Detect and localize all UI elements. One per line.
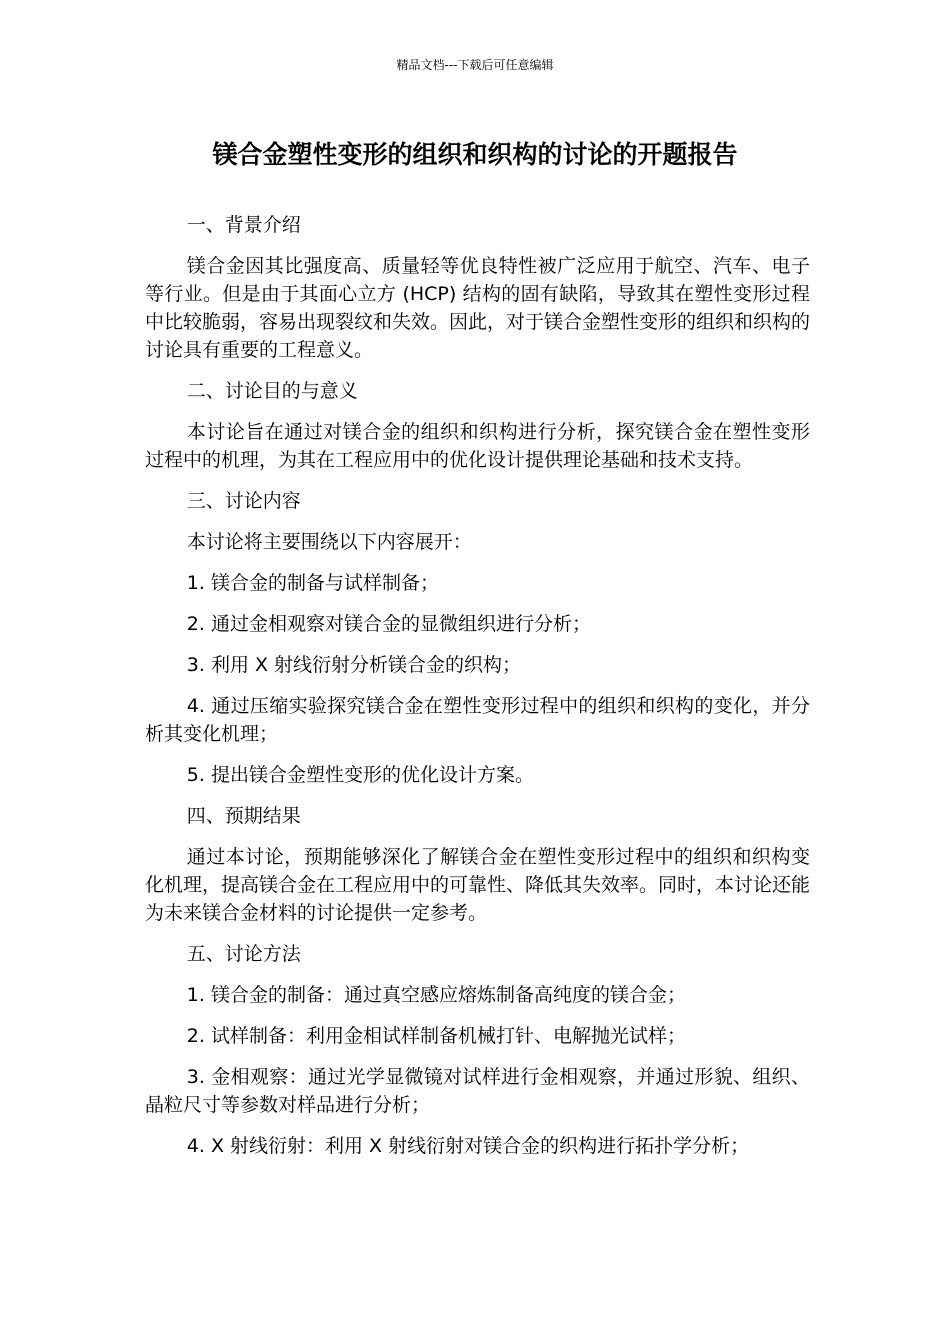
list-item: 2. 通过金相观察对镁合金的显微组织进行分析； [186, 613, 591, 635]
list-item: 5. 提出镁合金塑性变形的优化设计方案。 [186, 764, 534, 786]
section-heading-content: 三、讨论内容 [186, 490, 301, 512]
list-item: 4. 通过压缩实验探究镁合金在塑性变形过程中的组织和织构的变化，并分析其变化机理； [145, 695, 810, 745]
section-heading-background: 一、背景介绍 [186, 214, 301, 236]
list-item: 2. 试样制备：利用金相试样制备机械打针、电解抛光试样； [186, 1025, 686, 1047]
list-item: 1. 镁合金的制备与试样制备； [186, 572, 439, 594]
section-heading-purpose: 二、讨论目的与意义 [186, 380, 358, 402]
list-item: 3. 利用 X 射线衍射分析镁合金的织构； [186, 654, 522, 676]
paragraph-background: 镁合金因其比强度高、质量轻等优良特性被广泛应用于航空、汽车、电子等行业。但是由于其面心立方 (HCP) 结构的固有缺陷，导致其在塑性变形过程中比较脆弱，容易出现裂纹和失效。因此，对于镁合金塑性变形的组织和织构的讨论具有重要的工程意义。 [145, 255, 811, 361]
paragraph-purpose: 本讨论旨在通过对镁合金的组织和织构进行分析，探究镁合金在塑性变形过程中的机理，为其在工程应用中的优化设计提供理论基础和技术支持。 [145, 421, 810, 471]
list-item: 4. X 射线衍射：利用 X 射线衍射对镁合金的织构进行拓扑学分析； [186, 1135, 750, 1157]
section-heading-methods: 五、讨论方法 [186, 943, 301, 965]
paragraph-expected-results: 通过本讨论，预期能够深化了解镁合金在塑性变形过程中的组织和织构变化机理，提高镁合金在工程应用中的可靠性、降低其失效率。同时，本讨论还能为未来镁合金材料的讨论提供一定参考。 [145, 846, 811, 924]
list-item: 1. 镁合金的制备：通过真空感应熔炼制备高纯度的镁合金； [186, 984, 686, 1006]
document-title: 镁合金塑性变形的组织和织构的讨论的开题报告 [212, 140, 738, 169]
section-heading-expected-results: 四、预期结果 [186, 805, 301, 827]
paragraph-content-intro: 本讨论将主要围绕以下内容展开： [186, 531, 472, 553]
page-header: 精品文档---下载后可任意编辑 [396, 58, 554, 72]
document-body [145, 211, 810, 1173]
list-item: 3. 金相观察：通过光学显微镜对试样进行金相观察，并通过形貌、组织、晶粒尺寸等参数对样品进行分析； [145, 1066, 810, 1116]
